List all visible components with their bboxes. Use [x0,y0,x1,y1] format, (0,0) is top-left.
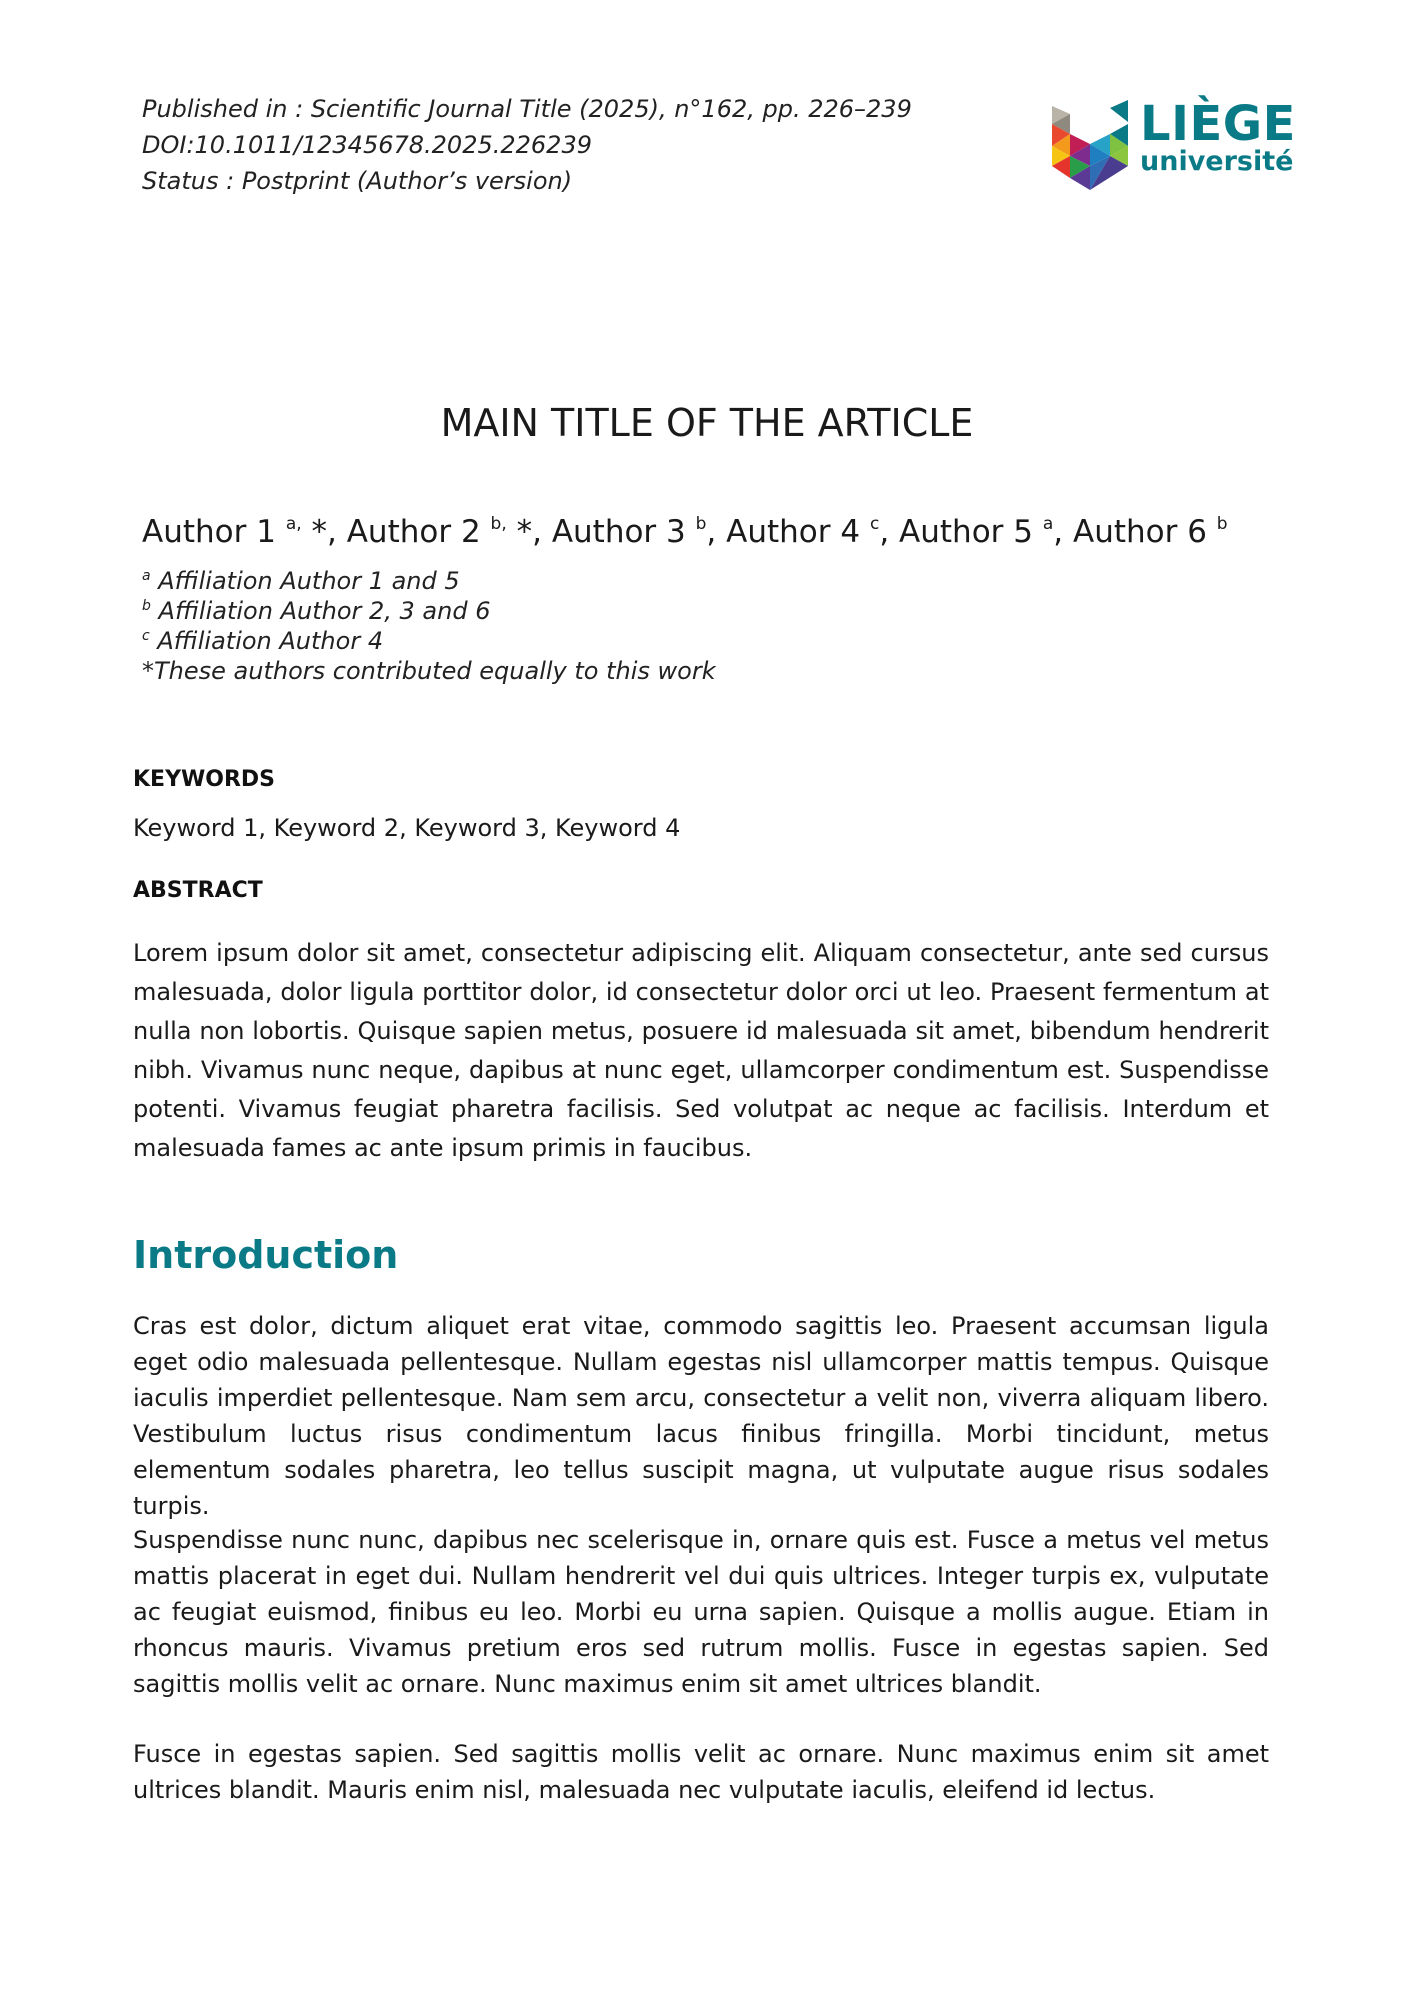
author: Author 4 $^c$ [726,514,880,550]
affiliations [142,566,716,686]
paragraph: Fusce in egestas sapien. Sed sagittis mollis velit ac ornare. Nunc maximus enim sit amet ultrices blandit. Mauris enim nisl, malesuada nec vulputate iaculis, eleifend id lectus. [133,1740,1269,1804]
abstract-label: ABSTRACT [133,878,263,903]
author-list: Author 1 $^{a,}$ *, Author 2 $^{b,}$ *, Author 3 $^b$, Author 4 $^c$, Author 5 $^a$, Author 6 $^b$ [142,514,1228,550]
logo-liege: LIÈGE [1140,96,1296,152]
author: Author 1 $^{a,}$ * [142,514,327,550]
article-title: MAIN TITLE OF THE ARTICLE [440,401,974,445]
affiliation: $^a$ Affiliation Author 1 and 5 [142,567,460,595]
publication-info [142,91,912,199]
author: Author 2 $^{b,}$ * [346,514,533,550]
logo-mark-icon [1052,100,1132,200]
university-logo [1052,96,1296,200]
paragraph: Cras est dolor, dictum aliquet erat vitae, commodo sagittis leo. Praesent accumsan ligula eget odio malesuada pellentesque. Nullam egestas nisl ullamcorper mattis tempus. Quisque iaculis imperdiet pellentesque. Nam sem arcu, consectetur a velit non, viverra aliquam libero. Vestibulum luctus risus condimentum lacus finibus fringilla. Morbi tincidunt, metus elementum sodales pharetra, leo tellus suscipit magna, ut vulputate augue risus sodales turpis. [133,1312,1269,1520]
keywords-text: Keyword 1, Keyword 2, Keyword 3, Keyword 4 [133,814,681,842]
status: Status : Postprint (Author’s version) [142,167,573,195]
published-in: Published in : Scientific Journal Title (2025), n°162, pp. 226–239 [142,95,912,123]
affiliation: $^c$ Affiliation Author 4 [142,627,384,655]
introduction-heading: Introduction [133,1233,399,1277]
paragraph: Suspendisse nunc nunc, dapibus nec scelerisque in, ornare quis est. Fusce a metus vel metus mattis placerat in eget dui. Nullam hendrerit vel dui quis ultrices. Integer turpis ex, vulputate ac feugiat euismod, finibus eu leo. Morbi eu urna sapien. Quisque a mollis augue. Etiam in rhoncus mauris. Vivamus pretium eros sed rutrum mollis. Fusce in egestas sapien. Sed sagittis mollis velit ac ornare. Nunc maximus enim sit amet ultrices blandit. [133,1526,1269,1698]
equal-contribution-note: *These authors contributed equally to this work [142,657,716,685]
author: Author 3 $^b$ [551,514,707,550]
logo-universite: université [1140,146,1294,177]
author: Author 6 $^b$ [1072,514,1228,550]
doi: DOI:10.1011/12345678.2025.226239 [142,131,592,159]
affiliation: $^b$ Affiliation Author 2, 3 and 6 [142,597,491,625]
abstract-text: Lorem ipsum dolor sit amet, consectetur adipiscing elit. Aliquam consectetur, ante sed cursus malesuada, dolor ligula porttitor dolor, id consectetur dolor orci ut leo. Praesent fermentum at nulla non lobortis. Quisque sapien metus, posuere id malesuada sit amet, bibendum hendrerit nibh. Vivamus nunc neque, dapibus at nunc eget, ullamcorper condimentum est. Suspendisse potenti. Vivamus feugiat pharetra facilisis. Sed volutpat ac neque ac facilisis. Interdum et malesuada fames ac ante ipsum primis in faucibus. [133,939,1269,1162]
keywords-label: KEYWORDS [133,767,276,792]
author: Author 5 $^a$ [899,514,1054,550]
